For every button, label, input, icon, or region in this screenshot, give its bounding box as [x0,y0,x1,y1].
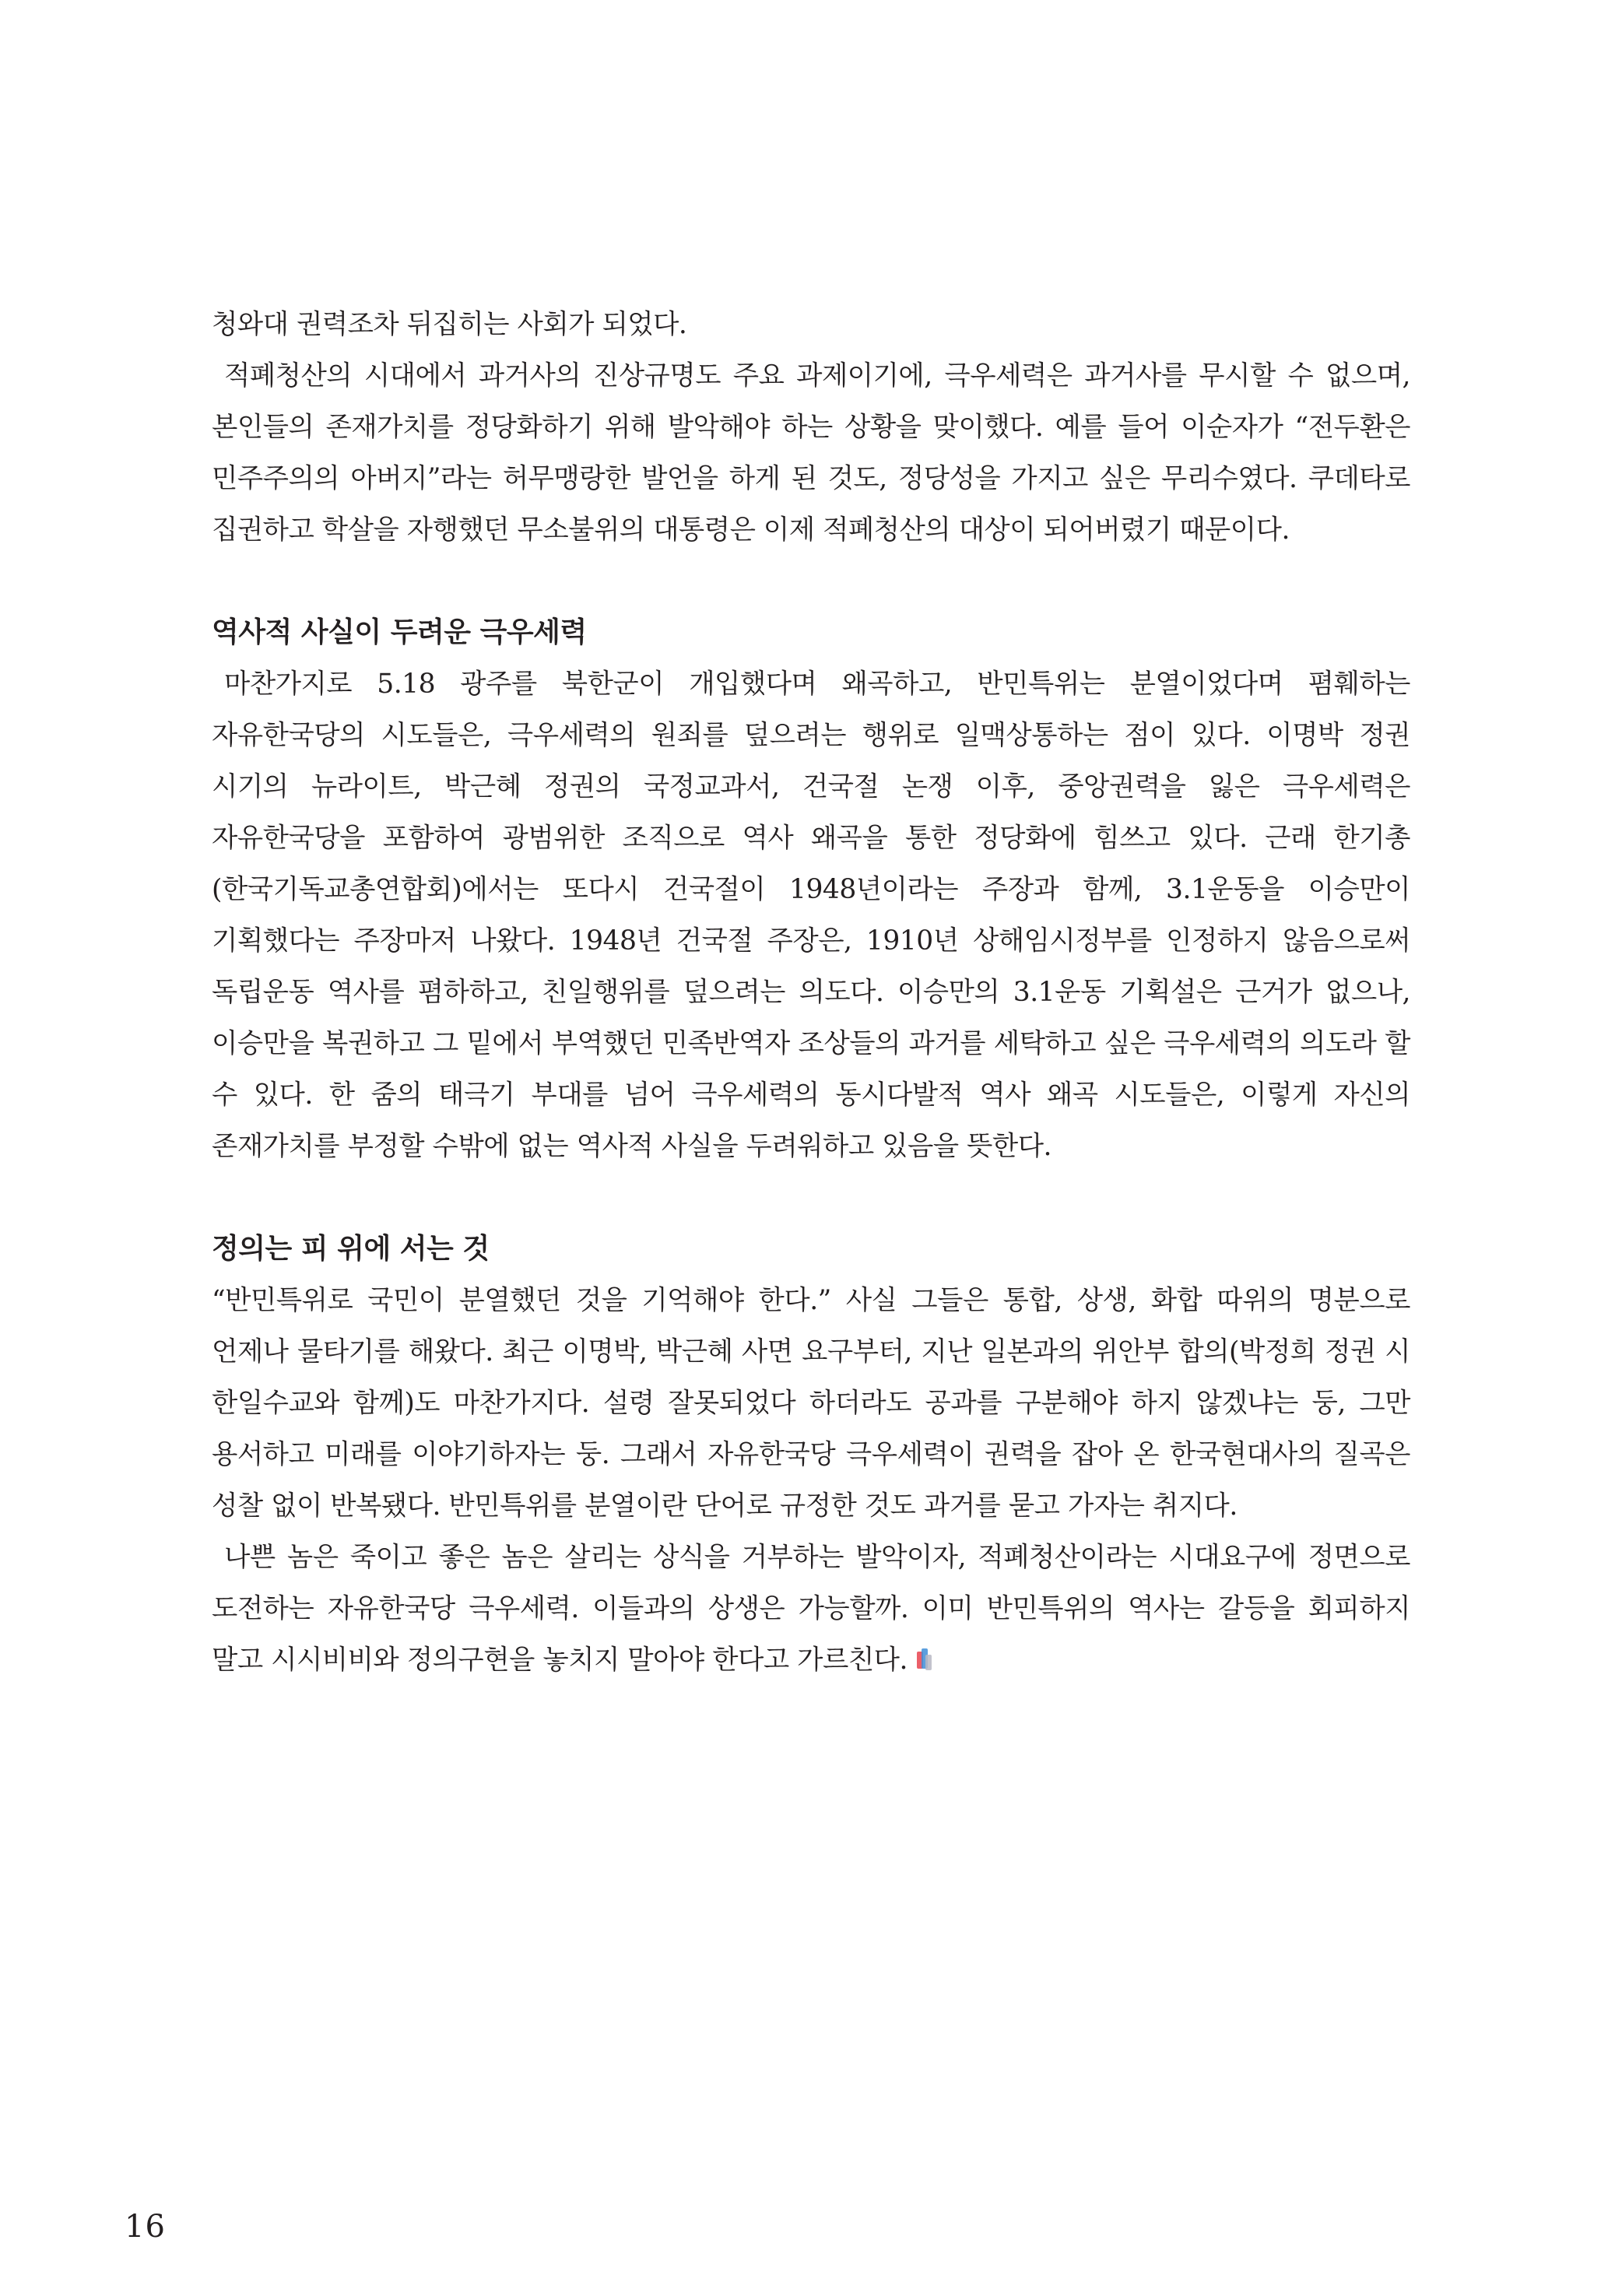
paragraph-reconciliation: “반민특위로 국민이 분열했던 것을 기억해야 한다.” 사실 그들은 통합, 상생, 화합 따위의 명분으로 언제나 물타기를 해왔다. 최근 이명박, 박근혜 사면 요구부터, 지난 일본과의 위안부 합의(박정희 정권 시 한일수교와 함께)도 마찬가지다. 설령 잘못되었다 하더라도 공과를 구분해야 하지 않겠냐는 둥, 그만 용서하고 미래를 이야기하자는 둥. 그래서 자유한국당 극우세력이 권력을 잡아 온 한국현대사의 질곡은 성찰 없이 반복됐다. 반민특위를 분열이란 단어로 규정한 것도 과거를 묻고 가자는 취지다. [212,1285,1410,1522]
article-body [212,299,1410,1686]
section-heading-justice: 정의는 피 위에 서는 것 [212,1233,490,1265]
end-mark-icon [915,1648,932,1672]
paragraph-conclusion-text: 나쁜 놈은 죽이고 좋은 놈은 살리는 상식을 거부하는 발악이자, 적폐청산이라는 시대요구에 정면으로 도전하는 자유한국당 극우세력. 이들과의 상생은 가능할까. 이미 반민특위의 역사는 갈등을 회피하지 말고 시시비비와 정의구현을 놓치지 말아야 한다고 가르친다. [212,1542,1410,1676]
section-gap [212,1172,1410,1223]
paragraph-past-history: 적폐청산의 시대에서 과거사의 진상규명도 주요 과제이기에, 극우세력은 과거사를 무시할 수 없으며, 본인들의 존재가치를 정당화하기 위해 발악해야 하는 상황을 맞이했다. 예를 들어 이순자가 “전두환은 민주주의의 아버지”라는 허무맹랑한 발언을 하게 된 것도, 정당성을 가지고 싶은 무리수였다. 쿠데타로 집권하고 학살을 자행했던 무소불위의 대통령은 이제 적폐청산의 대상이 되어버렸기 때문이다. [212,360,1410,546]
end-mark-gray-stroke [925,1655,932,1670]
paragraph-intro-continuation: 청와대 권력조차 뒤집히는 사회가 되었다. [212,309,687,340]
paragraph-history-distortion: 마찬가지로 5.18 광주를 북한군이 개입했다며 왜곡하고, 반민특위는 분열이었다며 폄훼하는 자유한국당의 시도들은, 극우세력의 원죄를 덮으려는 행위로 일맥상통하는 점이 있다. 이명박 정권 시기의 뉴라이트, 박근혜 정권의 국정교과서, 건국절 논쟁 이후, 중앙권력을 잃은 극우세력은 자유한국당을 포함하여 광범위한 조직으로 역사 왜곡을 통한 정당화에 힘쓰고 있다. 근래 한기총(한국기독교총연합회)에서는 또다시 건국절이 1948년이라는 주장과 함께, 3.1운동을 이승만이 기획했다는 주장마저 나왔다. 1948년 건국절 주장은, 1910년 상해임시정부를 인정하지 않음으로써 독립운동 역사를 폄하하고, 친일행위를 덮으려는 의도다. 이승만의 3.1운동 기획설은 근거가 없으나, 이승만을 복권하고 그 밑에서 부역했던 민족반역자 조상들의 과거를 세탁하고 싶은 극우세력의 의도라 할 수 있다. 한 줌의 태극기 부대를 넘어 극우세력의 동시다발적 역사 왜곡 시도들은, 이렇게 자신의 존재가치를 부정할 수밖에 없는 역사적 사실을 두려워하고 있음을 뜻한다. [212,669,1410,1162]
page-number: 16 [125,2209,166,2245]
paragraph-conclusion [212,1532,1410,1686]
section-heading-history-fear: 역사적 사실이 두려운 극우세력 [212,616,587,648]
section-gap [212,556,1410,607]
